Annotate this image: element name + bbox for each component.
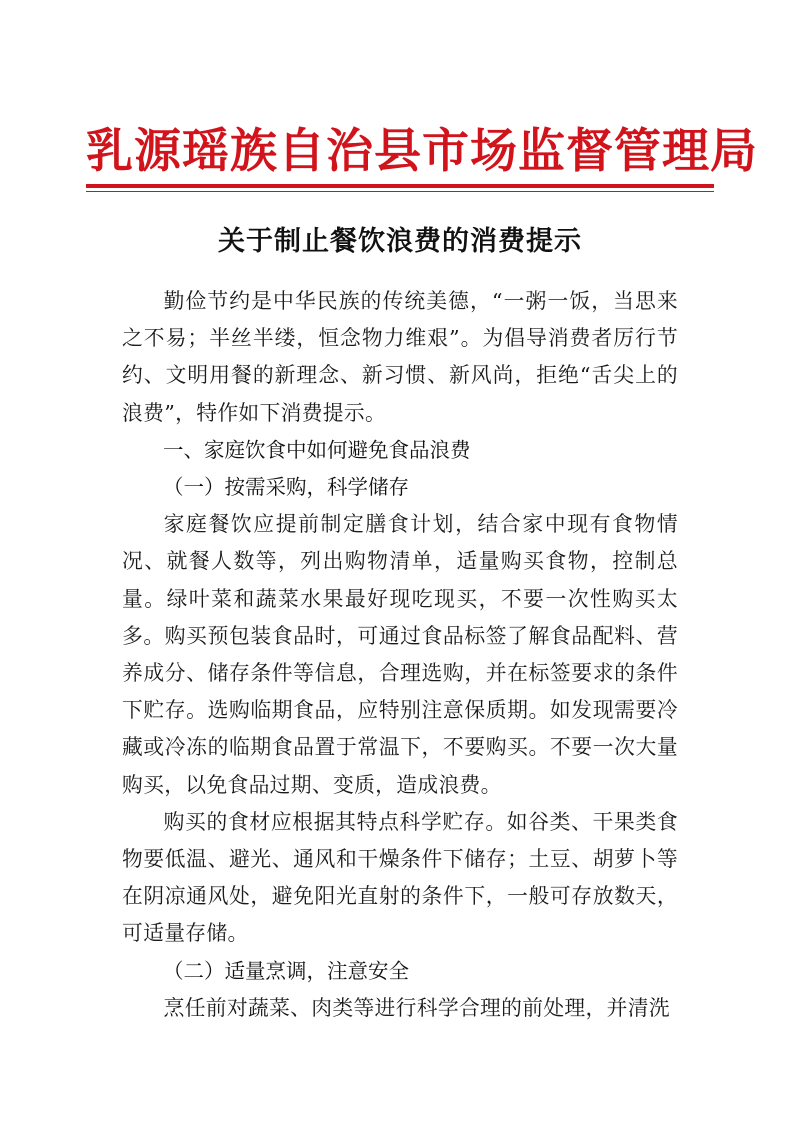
subsection-2-paragraph-1: 烹任前对蔬菜、肉类等进行科学合理的前处理，并清洗 [163,995,670,1020]
letterhead-rule-thin [86,191,714,192]
document-body [122,283,678,1027]
subsection-1-paragraph-2: 购买的食材应根据其特点科学贮存。如谷类、干果类食物要低温、避光、通风和干燥条件下储存；土豆、胡萝卜等在阴凉通风处，避免阳光直射的条件下，一般可存放数天，可适量存储。 [122,809,678,946]
document-title: 关于制止餐饮浪费的消费提示 [218,226,582,257]
subsection-heading-2: （二）适量烹调，注意安全 [163,958,409,983]
subsection-heading-1: （一）按需采购，科学储存 [163,475,409,500]
org-letterhead-title: 乳源瑶族自治县市场监督管理局 [86,124,758,179]
intro-paragraph: 勤俭节约是中华民族的传统美德，“一粥一饭，当思来之不易；半丝半缕，恒念物力维艰”。为倡导消费者厉行节约、文明用餐的新理念、新习惯、新风尚，拒绝“舌尖上的浪费”，特作如下消费提示。 [122,289,678,425]
subsection-1-paragraph-1: 家庭餐饮应提前制定膳食计划，结合家中现有食物情况、就餐人数等，列出购物清单，适量购买食物，控制总量。绿叶菜和蔬菜水果最好现吃现买，不要一次性购买太多。购买预包装食品时，可通过食品标签了解食品配料、营养成分、储存条件等信息，合理选购，并在标签要求的条件下贮存。选购临期食品，应特别注意保质期。如发现需要冷藏或冷冻的临期食品置于常温下，不要购买。不要一次大量购买，以免食品过期、变质，造成浪费。 [122,512,678,797]
letterhead-rule-thick [86,184,714,188]
section-heading-1: 一、家庭饮食中如何避免食品浪费 [163,437,471,462]
